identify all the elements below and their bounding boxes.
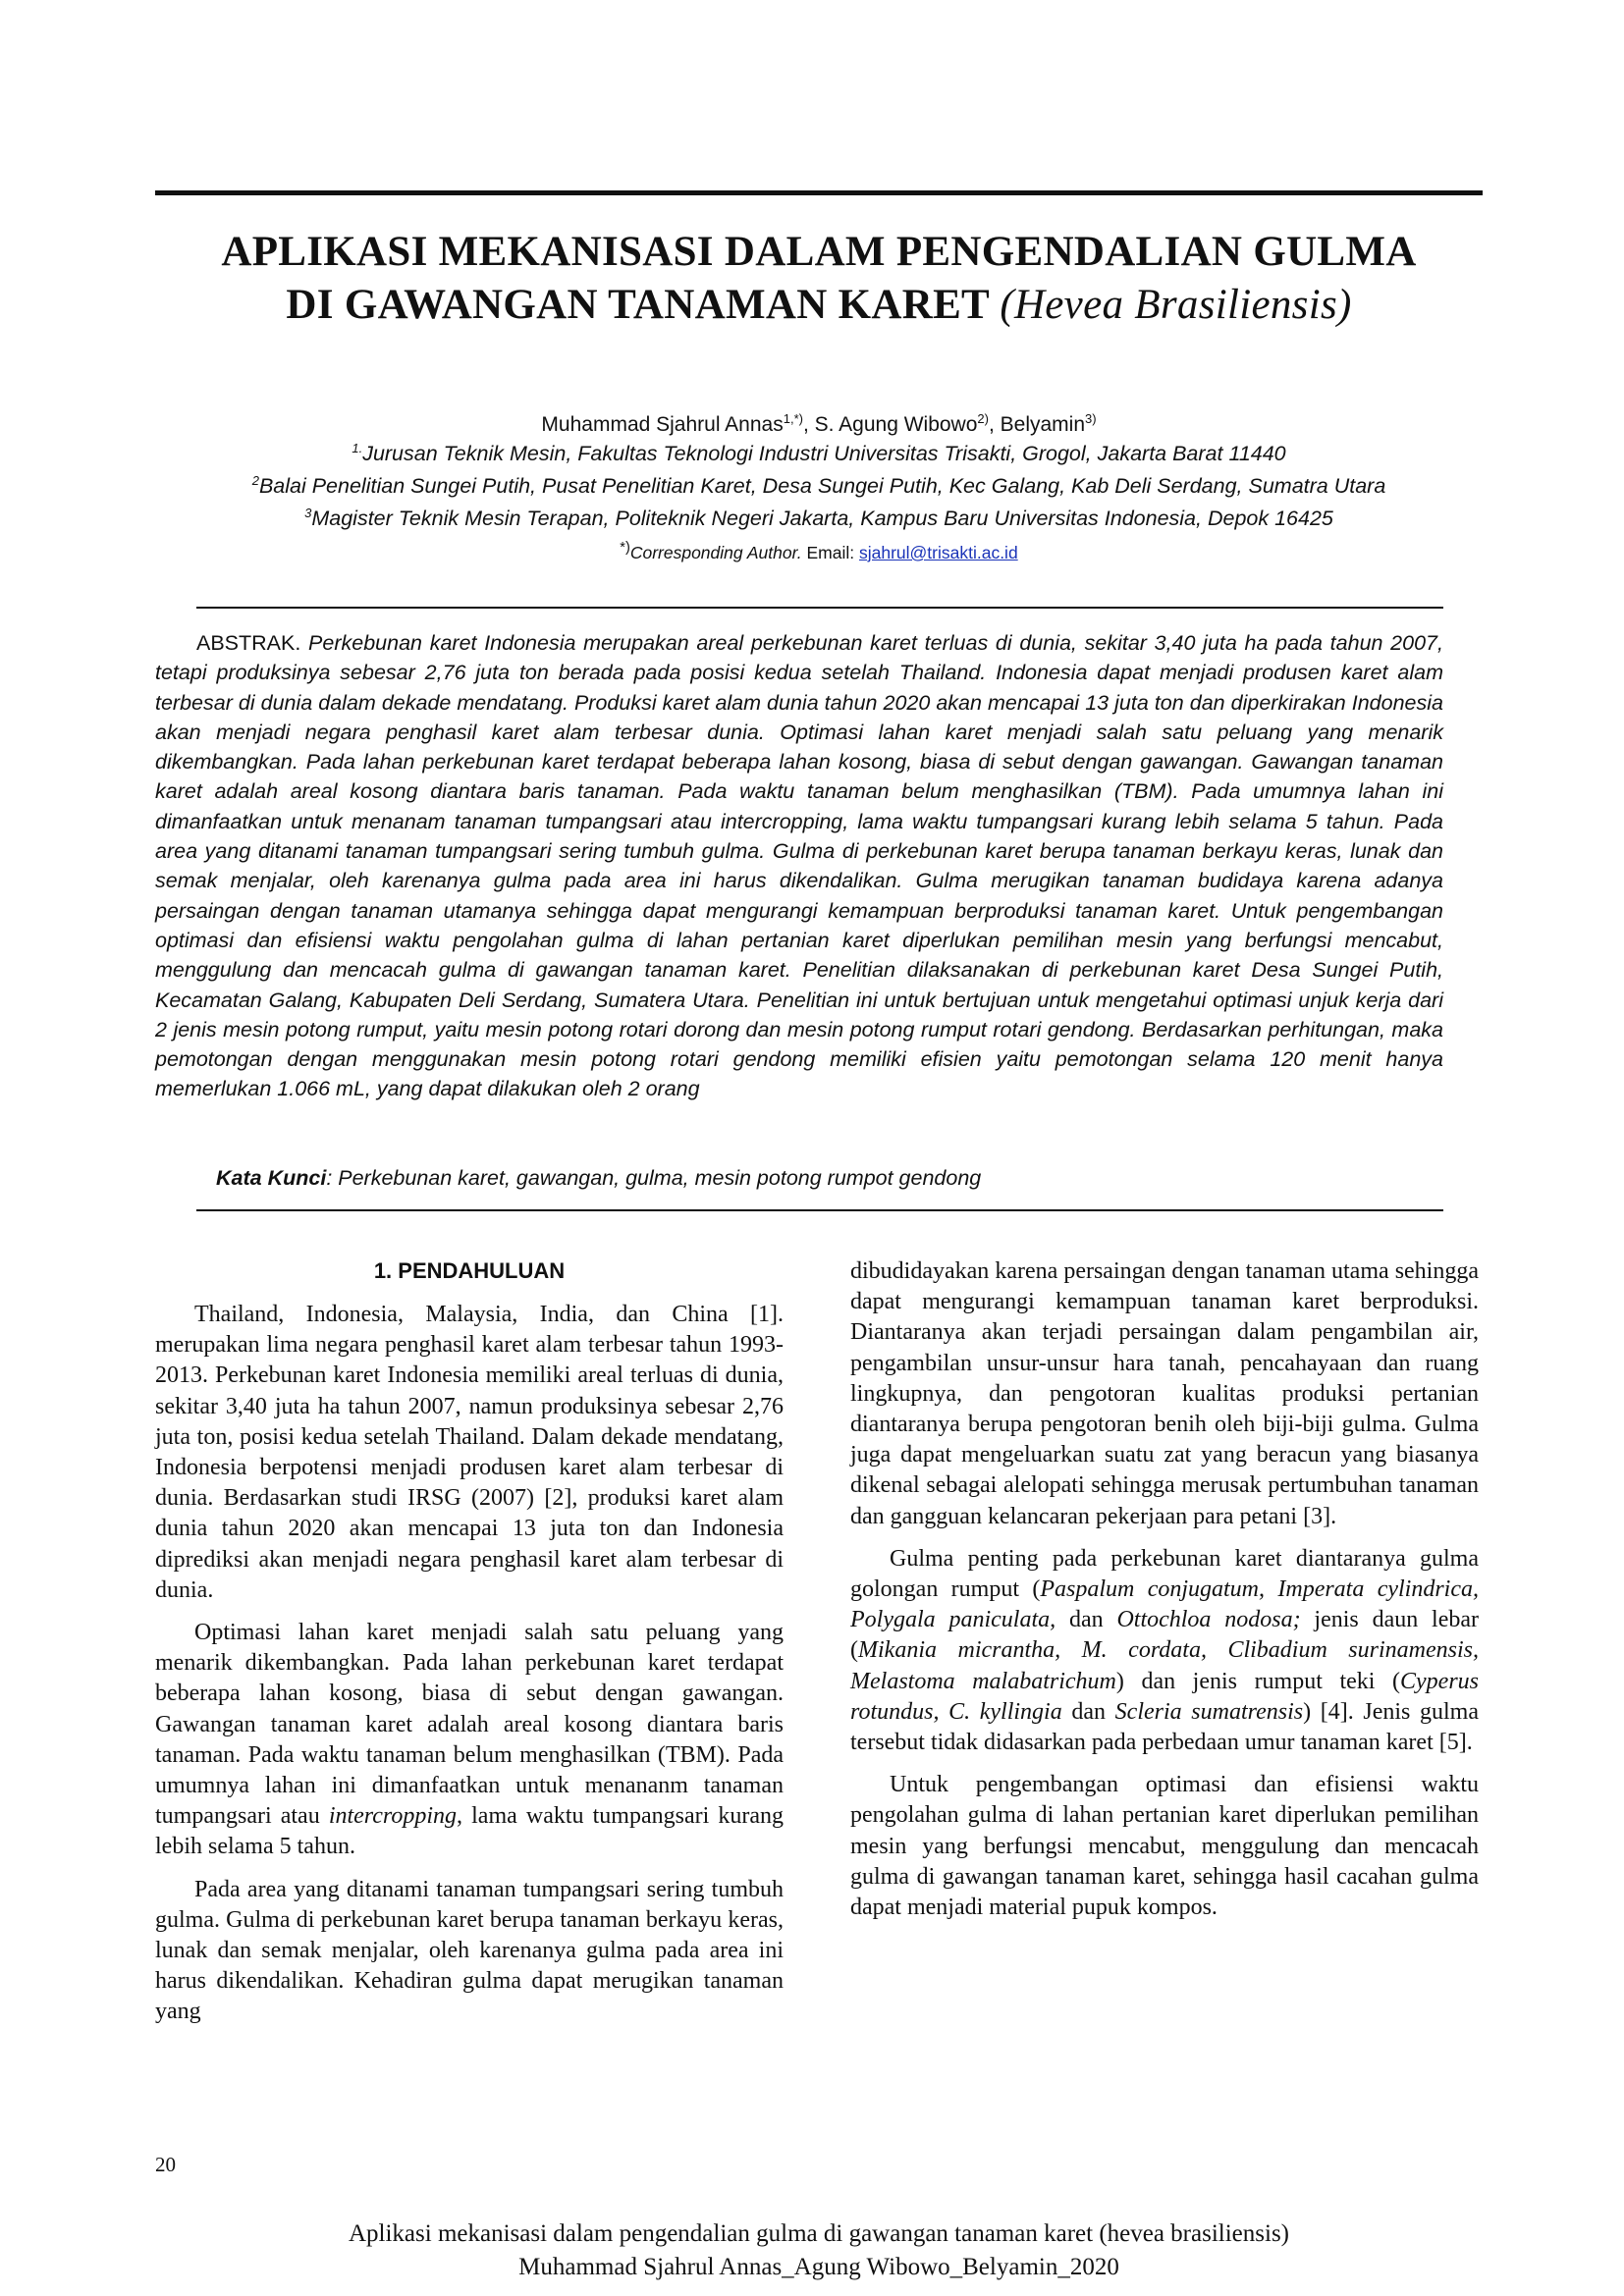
title-species: (Hevea Brasiliensis)	[1000, 282, 1352, 328]
title-line-2	[155, 279, 1483, 332]
affiliation-1-sup: 1.	[352, 441, 363, 455]
intro-paragraph-2-italic: intercropping	[328, 1803, 458, 1830]
email-link[interactable]: sjahrul@trisakti.ac.id	[858, 542, 1018, 562]
author-2: , S. Agung Wibowo	[802, 413, 978, 436]
intro-paragraph-2-b: , lama waktu tumpangsari kurang lebih selama 5 tahun.	[155, 1803, 784, 1860]
keywords-text: : Perkebunan karet, gawangan, gulma, mesin potong rumpot gendong	[326, 1166, 982, 1190]
page-number: 20	[155, 2153, 176, 2176]
p5-part-5: jenis daun lebar (	[850, 1607, 1480, 1664]
intro-paragraph-6: Untuk pengembangan optimasi dan efisiensi waktu pengolahan gulma di lahan pertanian karet diperlukan pemilihan mesin yang berfungsi mencabut, menggulung dan mencacah gulma di gawangan tanaman karet, sehingga hasil cacahan gulma dapat menjadi material pupuk kompos.	[850, 1772, 1479, 1921]
affiliation-3-sup: 3	[304, 506, 312, 520]
title-line-1: APLIKASI MEKANISASI DALAM PENGENDALIAN GULMA	[221, 229, 1417, 275]
keywords-bottom-rule	[196, 1209, 1443, 1211]
left-column	[155, 1256, 784, 2040]
corresponding-sup: *)	[620, 540, 630, 556]
affiliation-2-text: Balai Penelitian Sungei Putih, Pusat Penelitian Karet, Desa Sungei Putih, Kec Galang, Kab Deli Serdang, Sumatra Utara	[258, 474, 1386, 499]
footer-line-2: Muhammad Sjahrul Annas_Agung Wibowo_Belyamin_2020	[518, 2254, 1119, 2280]
intro-paragraph-4: dibudidayakan karena persaingan dengan tanaman utama sehingga dapat mengurangi kemampuan tanaman karet berproduksi. Diantaranya akan terjadi persaingan dalam pengambilan air, pengambilan unsur-unsur hara tanah, pencahayaan dan ruang lingkupnya, dan pengotoran kualitas produksi pertanian diantaranya berupa pengotoran benih oleh biji-biji gulma. Gulma juga dapat mengeluarkan suatu zat yang beracun yang biasanya dikenal sebagai alelopati sehingga merusak pertumbuhan tanaman dan gangguan kelancaran pekerjaan para petani [3].	[850, 1258, 1479, 1529]
affiliation-3	[155, 499, 1483, 533]
corresponding-label: Corresponding Author.	[629, 542, 802, 562]
corresponding-author	[155, 535, 1483, 565]
affiliation-3-text: Magister Teknik Mesin Terapan, Politeknik Negeri Jakarta, Kampus Baru Universitas Indonesia, Depok 16425	[311, 507, 1333, 531]
title-line-2-main: DI GAWANGAN TANAMAN KARET	[286, 282, 990, 328]
abstract-top-rule	[196, 607, 1443, 609]
p5-part-11: ) [4]. Jenis gulma tersebut tidak didasarkan pada perbedaan umur tanaman karet [5].	[850, 1698, 1479, 1756]
top-rule	[155, 190, 1483, 195]
author-3-sup: 3)	[1085, 411, 1097, 426]
affiliation-1-text: Jurusan Teknik Mesin, Fakultas Teknologi Industri Universitas Trisakti, Grogol, Jakarta Barat 11440	[362, 442, 1286, 466]
p5-part-6: Mikania micrantha, M. cordata, Clibadium surinamensis, Melastoma malabatrichum	[850, 1637, 1479, 1694]
intro-paragraph-3: Pada area yang ditanami tanaman tumpangsari sering tumbuh gulma. Gulma di perkebunan karet berupa tanaman berkayu keras, lunak dan semak menjalar, oleh karenanya gulma pada area ini harus dikendalikan. Kehadiran gulma dapat merugikan tanaman yang	[155, 1876, 784, 2025]
abstract	[155, 628, 1443, 1104]
p5-part-1: Gulma penting pada perkebunan karet diantaranya gulma golongan rumput (	[850, 1545, 1479, 1603]
intro-paragraph-2	[155, 1618, 784, 1863]
intro-paragraph-2-a: Optimasi lahan karet menjadi salah satu peluang yang menarik dikembangkan. Pada lahan perkebunan karet terdapat beberapa lahan kosong, biasa di sebut dengan gawangan. Gawangan tanaman karet adalah areal kosong diantara baris tanaman. Pada waktu tanaman belum menghasilkan (TBM). Pada umumnya lahan ini dimanfaatkan untuk menananm tanaman tumpangsari atau	[155, 1620, 784, 1830]
right-column	[850, 1256, 1479, 1935]
author-3: , Belyamin	[988, 413, 1086, 436]
abstract-text: Perkebunan karet Indonesia merupakan areal perkebunan karet terluas di dunia, sekitar 3,40 juta ha pada tahun 2007, tetapi produksinya sebesar 2,76 juta ton berada pada posisi kedua setelah Thailand. Indonesia dapat menjadi produsen karet alam terbesar di dunia dalam dekade mendatang. Produksi karet alam dunia tahun 2020 akan mencapai 13 juta ton dan diperkirakan Indonesia akan menjadi negara penghasil karet alam terbesar dunia. Optimasi lahan karet menjadi salah satu peluang yang menarik dikembangkan. Pada lahan perkebunan karet terdapat beberapa lahan kosong, biasa di sebut dengan gawangan. Gawangan tanaman karet adalah areal kosong diantara baris tanaman. Pada waktu tanaman belum menghasilkan (TBM). Pada umumnya lahan ini dimanfaatkan untuk menanam tanaman tumpangsari atau intercropping, lama waktu tumpangsari kurang lebih selama 5 tahun. Pada area yang ditanami tanaman tumpangsari sering tumbuh gulma. Gulma di perkebunan karet berupa tanaman berkayu keras, lunak dan semak menjalar, oleh karenanya gulma pada area ini harus dikendalikan. Gulma merugikan tanaman budidaya karena adanya persaingan dengan tanaman utamanya sehingga dapat mengurangi kemampuan berproduksi tanaman karet. Untuk pengembangan optimasi dan efisiensi waktu pengolahan gulma di lahan pertanian karet diperlukan pemilihan mesin yang berfungsi mencabut, menggulung dan mencacah gulma di gawangan tanaman karet. Penelitian dilaksanakan di perkebunan karet Desa Sungei Putih, Kecamatan Galang, Kabupaten Deli Serdang, Sumatera Utara. Penelitian ini untuk bertujuan untuk mengetahui optimasi unjuk kerja dari 2 jenis mesin potong rumput, yaitu mesin potong rotari dorong dan mesin potong rumput rotari gendong. Berdasarkan perhitungan, maka pemotongan dengan menggunakan mesin potong rotari gendong memiliki efisien yaitu pemotongan selama 120 menit hanya memerlukan 1.066 mL, yang dapat dilakukan oleh 2 orang	[155, 631, 1443, 1101]
footer-line-1: Aplikasi mekanisasi dalam pengendalian gulma di gawangan tanaman karet (hevea brasiliensis)	[348, 2220, 1289, 2247]
p5-part-3: dan	[1056, 1607, 1117, 1633]
abstract-label: ABSTRAK.	[196, 631, 301, 655]
paper-title	[155, 226, 1483, 332]
affiliation-2	[155, 466, 1483, 501]
affiliation-1	[155, 434, 1483, 468]
section-heading: 1. PENDAHULUAN	[373, 1258, 566, 1283]
intro-paragraph-5	[850, 1544, 1479, 1758]
page-footer	[155, 2217, 1483, 2284]
p5-part-4: Ottochloa nodosa;	[1116, 1607, 1301, 1633]
intro-paragraph-1: Thailand, Indonesia, Malaysia, India, dan China [1]. merupakan lima negara penghasil karet alam terbesar tahun 1993-2013. Perkebunan karet Indonesia memiliki areal terluas di dunia, sekitar 3,40 juta ha tahun 2007, namun produksinya sebesar 2,76 juta ton, posisi kedua setelah Thailand. Dalam dekade mendatang, Indonesia berpotensi menjadi produsen karet alam terbesar di dunia. Berdasarkan studi IRSG (2007) [2], produksi karet alam dunia tahun 2020 akan mencapai 13 juta ton dan Indonesia diprediksi akan menjadi negara penghasil karet alam terbesar di dunia.	[155, 1302, 784, 1603]
p5-part-10: Scleria sumatrensis	[1114, 1698, 1304, 1725]
p5-part-9: dan	[1061, 1698, 1115, 1725]
p5-part-7: ) dan jenis rumput teki (	[1115, 1668, 1401, 1694]
author-1: Muhammad Sjahrul Annas	[541, 413, 784, 436]
p5-part-2: Paspalum conjugatum, Imperata cylindrica, Polygala paniculata,	[850, 1576, 1479, 1633]
keywords-label: Kata Kunci	[216, 1166, 327, 1190]
author-1-sup: 1,*)	[783, 411, 803, 426]
email-label: Email:	[801, 542, 859, 562]
keywords	[216, 1163, 1434, 1193]
author-2-sup: 2)	[977, 411, 989, 426]
p5-part-8: Cyperus rotundus, C. kyllingia	[850, 1668, 1480, 1725]
affiliation-2-sup: 2	[251, 473, 259, 488]
